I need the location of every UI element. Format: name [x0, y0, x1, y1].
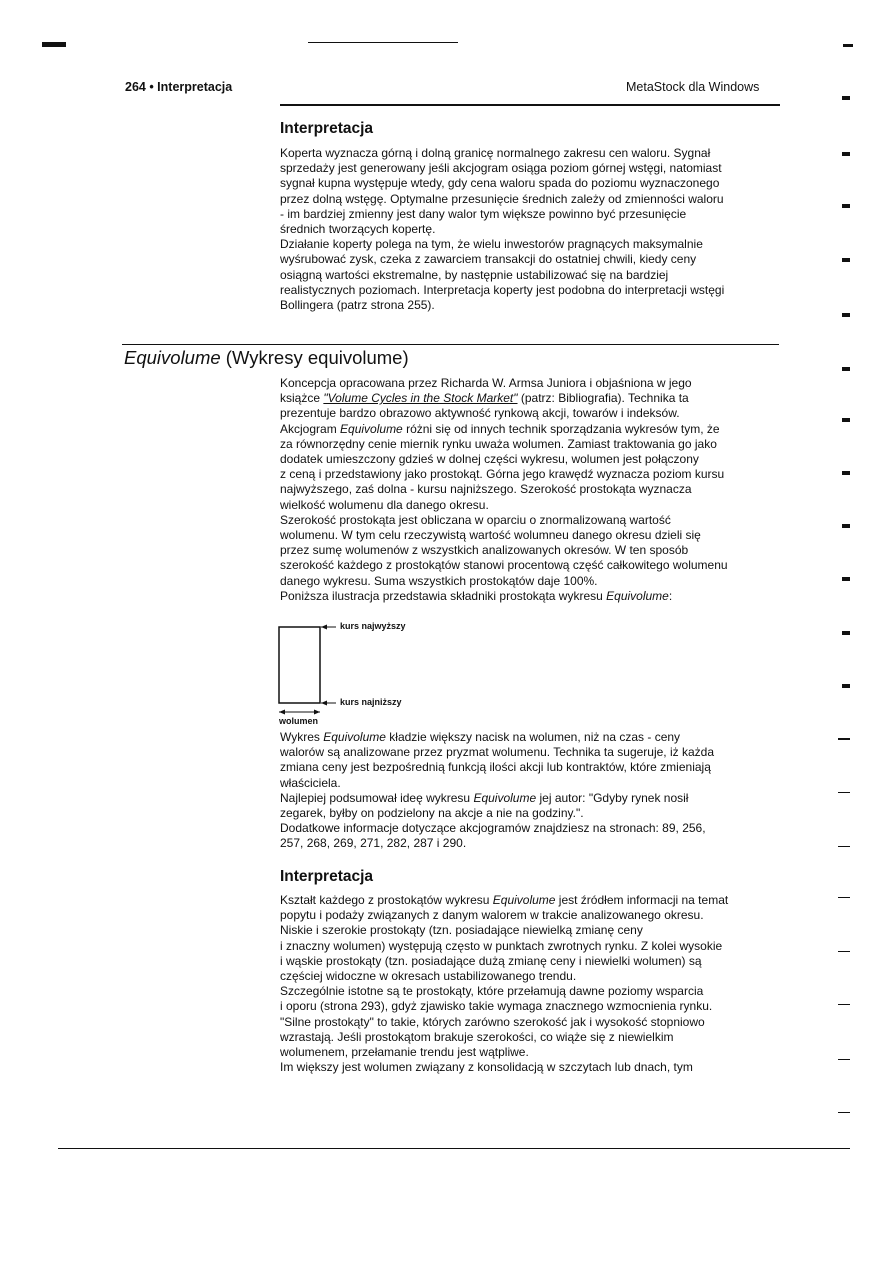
scan-rule-top	[308, 42, 458, 43]
scan-mark-right-16	[838, 846, 850, 847]
section-heading-interpretacja-2: Interpretacja	[280, 868, 374, 885]
section1-paragraph-1: Koperta wyznacza górną i dolną granicę normalnego zakresu cen waloru. Sygnał sprzedaży jest generowany jeśli akcjogram osiąga poziom górnej wstęgi, natomiast sygnał kupna występuje wtedy, gdy cena waloru spada do poziomu wyznaczonego przez dolną wstęgę. Optymalne przesunięcie średnich zależy od zmienności waloru - im bardziej zmienny jest dany walor tym większe powinno być przesunięcie średnich tworzących kopertę.	[280, 146, 724, 237]
scan-mark-right-6	[842, 313, 850, 317]
section-rule	[122, 344, 779, 345]
header-rule	[280, 104, 780, 106]
running-header-right: MetaStock dla Windows	[626, 80, 760, 94]
section3-paragraph-1: Kształt każdego z prostokątów wykresu Equivolume jest źródłem informacji na temat popytu i podaży związanych z danym walorem w trakcie analizowanego okresu.	[280, 893, 729, 923]
scan-mark-right-18	[838, 951, 850, 952]
section3-paragraph-2: Niskie i szerokie prostokąty (tzn. posiadające niewielką zmianę ceny i znaczny wolumen) występują często w punktach zwrotnych rynku. Z kolei wysokie i wąskie prostokąty (tzn. posiadające dużą zmianę ceny i niewielki wolumen) są częściej widoczne w okresach ustabilizowanego trendu.	[280, 923, 723, 984]
scan-mark-right-14	[838, 738, 850, 740]
volume-width-arrow-right	[314, 710, 320, 715]
scan-mark-right-9	[842, 471, 850, 475]
scan-mark-right-21	[838, 1112, 850, 1113]
equivolume-box-diagram	[278, 618, 448, 728]
scan-mark-right-2	[842, 96, 850, 100]
section2-paragraph-1: Koncepcja opracowana przez Richarda W. Armsa Juniora i objaśniona w jego książce "Volume Cycles in the Stock Market" (patrz: Bibliografia). Technika ta prezentuje bardzo obrazowo aktywność rynkową akcji, towarów i indeksów.	[280, 376, 692, 421]
section2-paragraph-5: Wykres Equivolume kładzie większy nacisk na wolumen, niż na czas - ceny walorów są analizowane przez pryzmat wolumenu. Technika ta sugeruje, iż każda zmiana ceny jest bezpośrednią funkcją ilości akcji lub kontraktów, które zmieniają właściciela.	[280, 730, 714, 790]
section3-body	[280, 893, 800, 1075]
label-kurs-najwyzszy: kurs najwyższy	[340, 621, 406, 631]
scan-mark-right-4	[842, 204, 850, 208]
section3-paragraph-4: Im większy jest wolumen związany z konsolidacją w szczytach lub dnach, tym	[280, 1060, 693, 1075]
section2-body-bottom	[280, 730, 800, 852]
scan-rule-bottom	[58, 1148, 850, 1149]
section2-paragraph-4: Poniższa ilustracja przedstawia składniki prostokąta wykresu Equivolume:	[280, 588, 673, 603]
scan-mark-right-17	[838, 897, 850, 898]
low-pointer-arrow	[321, 701, 327, 706]
label-kurs-najnizszy: kurs najniższy	[340, 697, 402, 707]
label-wolumen: wolumen	[279, 716, 319, 726]
scan-mark-top-left	[42, 42, 66, 47]
scan-mark-right-8	[842, 418, 850, 422]
scan-mark-right-15	[838, 792, 850, 793]
section-title-equivolume: Equivolume (Wykresy equivolume)	[124, 347, 409, 368]
scan-mark-right-19	[838, 1004, 850, 1005]
section2-body-top	[280, 376, 800, 604]
scan-mark-right-5	[842, 258, 850, 262]
section3-paragraph-3: Szczególnie istotne są te prostokąty, które przełamują dawne poziomy wsparcia i oporu (strona 293), gdyż zjawisko takie wymaga znacznego wzmocnienia rynku. "Silne prostokąty" to takie, których zarówno szerokość jak i wysokość stopniowo wzrastają. Jeśli prostokątom brakuje szerokości, co wiąże się z niewielkim wolumenem, przełamanie trendu jest wątpliwe.	[280, 984, 713, 1060]
section1-body	[280, 146, 800, 313]
scan-mark-right-11	[842, 577, 850, 581]
high-pointer-arrow	[321, 625, 327, 630]
scan-mark-right-3	[842, 152, 850, 156]
section1-paragraph-2: Działanie koperty polega na tym, że wielu inwestorów pragnących maksymalnie wyśrubować zysk, czeka z zawarciem transakcji do ostatniej chwili, kiedy ceny osiągną wartości ekstremalne, by następnie ustabilizować się na bardziej realistycznych poziomach. Interpretacja koperty jest podobna do interpretacji wstęgi Bollingera (patrz strona 255).	[280, 237, 725, 313]
scan-mark-right-13	[842, 684, 850, 688]
running-header-left: 264 • Interpretacja	[125, 80, 233, 94]
volume-width-arrow-left	[279, 710, 285, 715]
equivolume-box-svg	[278, 618, 448, 728]
scan-mark-right-20	[838, 1059, 850, 1060]
scan-mark-right-1	[843, 44, 853, 47]
section-heading-interpretacja-1: Interpretacja	[280, 120, 374, 137]
section2-paragraph-7: Dodatkowe informacje dotyczące akcjogramów znajdziesz na stronach: 89, 256, 257, 268, 269, 271, 282, 287 i 290.	[280, 821, 706, 851]
section2-paragraph-6: Najlepiej podsumował ideę wykresu Equivolume jej autor: "Gdyby rynek nosił zegarek, byłby on podzielony na akcje a nie na godziny.".	[280, 790, 689, 821]
book-title-link: "Volume Cycles in the Stock Market"	[323, 391, 518, 406]
scan-mark-right-12	[842, 631, 850, 635]
scan-mark-right-7	[842, 367, 850, 371]
scan-mark-right-10	[842, 524, 850, 528]
equivolume-box	[279, 627, 320, 703]
section2-paragraph-2: Akcjogram Equivolume różni się od innych technik sporządzania wykresów tym, że za równorzędny cenie miernik rynku uważa wolumen. Zamiast traktowania go jako dodatek umieszczony gdzieś w dolnej części wykresu, wolumen jest połączony z ceną i przedstawiony jako prostokąt. Górna jego krawędź wyznacza poziom kursu najwyższego, zaś dolna - kursu najniższego. Szerokość prostokąta wyznacza wielkość wolumenu dla danego okresu.	[280, 421, 725, 512]
section2-paragraph-3: Szerokość prostokąta jest obliczana w oparciu o znormalizowaną wartość wolumenu. W tym celu rzeczywistą wartość wolumneu danego okresu dzieli się przez sumę wolumenów z wszystkich analizowanych okresów. W ten sposób szerokość każdego z prostokątów stanowi procentową część całkowitego wolumenu danego wykresu. Suma wszystkich prostokątów daje 100%.	[280, 512, 728, 588]
